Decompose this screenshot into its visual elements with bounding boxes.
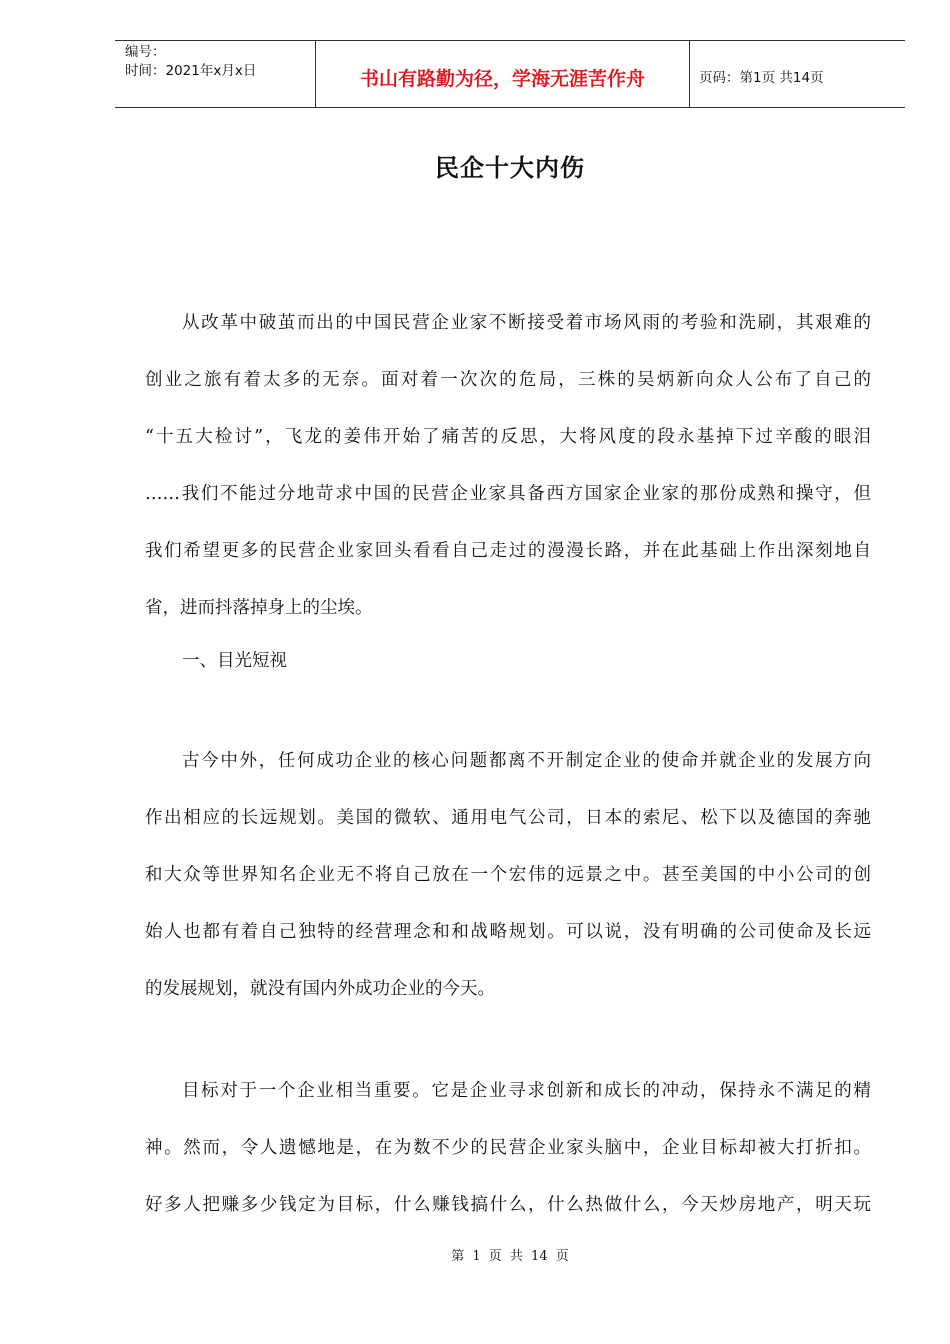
header-meta-cell: [115, 41, 315, 107]
document-title: 民企十大内伤: [435, 153, 585, 182]
body-line: 的发展规划，就没有国内外成功企业的今天。: [145, 979, 495, 999]
body-line: 始人也都有着自己独特的经营理念和和战略规划。可以说，没有明确的公司使命及长远: [145, 922, 871, 942]
document-number-label: 编号：: [125, 44, 166, 60]
section-heading: 一、目光短视: [182, 651, 287, 671]
body-line: 作出相应的长远规划。美国的微软、通用电气公司，日本的索尼、松下以及德国的奔驰: [145, 808, 871, 828]
page-footer: 第 1 页 共 14 页: [451, 1249, 569, 1264]
body-line: 我们希望更多的民营企业家回头看看自己走过的漫漫长路，并在此基础上作出深刻地自: [145, 541, 871, 561]
body-line: 目标对于一个企业相当重要。它是企业寻求创新和成长的冲动，保持永不满足的精: [182, 1081, 871, 1101]
document-header: [115, 40, 905, 108]
body-line: 神。然而，令人遗憾地是，在为数不少的民营企业家头脑中，企业目标却被大打折扣。: [145, 1138, 871, 1158]
header-motto-cell: [315, 41, 690, 107]
body-line: 好多人把赚多少钱定为目标，什么赚钱搞什么，什么热做什么，今天炒房地产，明天玩: [145, 1195, 871, 1215]
header-page-info: 页码：第1页 共14页: [699, 70, 824, 86]
body-line: ……我们不能过分地苛求中国的民营企业家具备西方国家企业家的那份成熟和操守，但: [145, 484, 871, 504]
header-page-cell: [689, 41, 905, 107]
body-line: 省，进而抖落掉身上的尘埃。: [145, 598, 373, 618]
body-line: “十五大检讨”，飞龙的姜伟开始了痛苦的反思，大将风度的段永基掉下过辛酸的眼泪: [145, 427, 871, 447]
body-line: 从改革中破茧而出的中国民营企业家不断接受着市场风雨的考验和洗刷，其艰难的: [182, 313, 871, 333]
body-line: 创业之旅有着太多的无奈。面对着一次次的危局，三株的吴炳新向众人公布了自己的: [145, 370, 871, 390]
body-line: 古今中外，任何成功企业的核心问题都离不开制定企业的使命并就企业的发展方向: [182, 751, 871, 771]
body-line: 和大众等世界知名企业无不将自己放在一个宏伟的远景之中。甚至美国的中小公司的创: [145, 865, 871, 885]
document-date-label: 时间：2021年x月x日: [125, 63, 257, 79]
header-motto: 书山有路勤为径，学海无涯苦作舟: [359, 68, 645, 90]
